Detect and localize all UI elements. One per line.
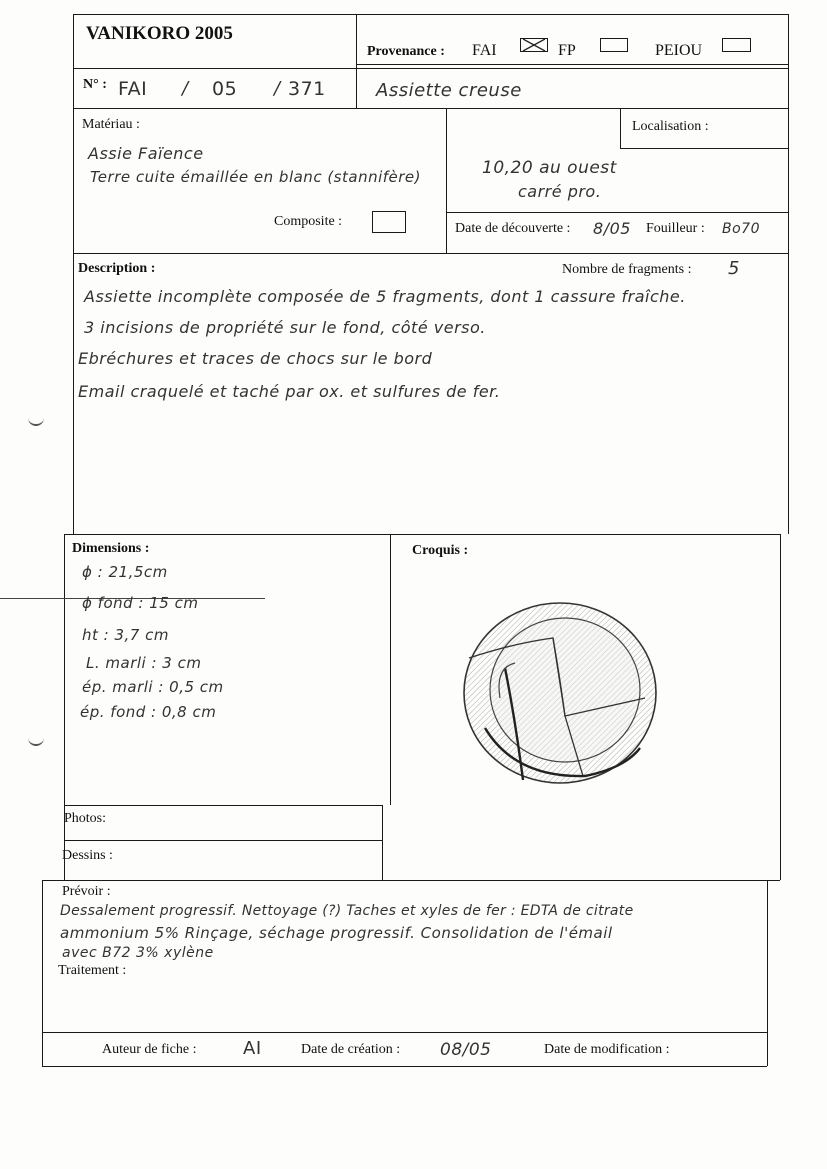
localisation-line-1: 10,20 au ouest	[482, 158, 617, 178]
fouilleur-value: Bo70	[722, 221, 760, 237]
frame-right-lower	[767, 880, 768, 1066]
fragments-label: Nombre de fragments :	[562, 262, 692, 277]
dimension-fond-thickness: ép. fond : 0,8 cm	[80, 703, 217, 721]
frame-left-upper	[73, 14, 74, 534]
rule-top	[73, 14, 789, 15]
description-line-4: Email craquelé et taché par ox. et sulfures de fer.	[78, 382, 501, 401]
fragments-value: 5	[728, 258, 740, 279]
check-mark-icon	[521, 39, 547, 51]
number-sep-1: /	[182, 78, 189, 99]
number-num: 371	[288, 78, 326, 100]
rule-traitement-bottom	[42, 1032, 767, 1033]
materiau-line-2: Terre cuite émaillée en blanc (stannifère)	[90, 168, 422, 186]
prevoir-label: Prévoir :	[62, 884, 111, 899]
frame-right-middle	[780, 534, 781, 880]
prevoir-line-2: ammonium 5% Rinçage, séchage progressif. Consolidation de l'émail	[60, 924, 613, 942]
provenance-label: Provenance :	[367, 44, 445, 59]
dimension-diameter: ϕ : 21,5cm	[82, 563, 168, 581]
checkbox-fp[interactable]	[600, 38, 628, 52]
auteur-label: Auteur de fiche :	[102, 1042, 197, 1057]
localisation-line-2: carré pro.	[518, 182, 602, 201]
object-name: Assiette creuse	[376, 80, 522, 101]
frame-left-lower	[64, 534, 65, 880]
rule-footer-bottom	[42, 1066, 767, 1067]
dimension-height: ht : 3,7 cm	[82, 626, 169, 644]
localisation-label: Localisation :	[632, 119, 709, 134]
dessins-label: Dessins :	[62, 848, 113, 863]
croquis-label: Croquis :	[412, 543, 469, 558]
description-line-2: 3 incisions de propriété sur le fond, côté verso.	[84, 318, 486, 337]
materiau-line-1: Assie Faïence	[88, 144, 204, 163]
divider-header	[356, 14, 357, 108]
plate-sketch	[455, 598, 675, 798]
number-sep-2: /	[274, 78, 281, 99]
rule-localisation	[620, 148, 788, 149]
fouilleur-label: Fouilleur :	[646, 221, 705, 236]
date-decouverte-value: 8/05	[593, 219, 631, 238]
number-year: 05	[212, 78, 238, 100]
number-prefix: FAI	[118, 78, 148, 100]
punch-hole-mark	[28, 728, 44, 746]
rule-description-bottom	[64, 534, 780, 535]
auteur-value: AI	[243, 1038, 262, 1059]
dimension-fond-diameter: ϕ fond : 15 cm	[82, 594, 199, 612]
rule-photos-bottom	[64, 840, 382, 841]
divider-croquis	[390, 534, 391, 805]
composite-checkbox[interactable]	[372, 211, 406, 233]
option-fai-label: FAI	[472, 42, 497, 59]
date-creation-value: 08/05	[440, 1040, 492, 1060]
number-label: N° :	[83, 77, 107, 92]
rule-header	[73, 68, 789, 69]
date-modification-label: Date de modification :	[544, 1042, 670, 1057]
form-title: VANIKORO 2005	[86, 23, 233, 44]
rule-materiau-bottom	[73, 253, 789, 254]
prevoir-line-1: Dessalement progressif. Nettoyage (?) Taches et xyles de fer : EDTA de citrate	[60, 903, 634, 919]
description-line-1: Assiette incomplète composée de 5 fragments, dont 1 cassure fraîche.	[84, 287, 686, 306]
divider-localisation	[620, 108, 621, 148]
rule-decouverte-top	[446, 212, 788, 213]
materiau-label: Matériau :	[82, 117, 140, 132]
description-label: Description :	[78, 261, 156, 276]
option-fp-label: FP	[558, 42, 576, 59]
checkbox-peiou[interactable]	[722, 38, 751, 52]
composite-label: Composite :	[274, 214, 343, 229]
punch-hole-mark	[28, 408, 44, 426]
date-creation-label: Date de création :	[301, 1042, 401, 1057]
rule-dimensions-bottom	[64, 805, 382, 806]
frame-left-footer	[42, 880, 43, 1066]
divider-photos	[382, 805, 383, 880]
option-peiou-label: PEIOU	[655, 42, 703, 59]
dimension-marli-length: L. marli : 3 cm	[86, 654, 202, 672]
date-decouverte-label: Date de découverte :	[455, 221, 571, 236]
checkbox-fai[interactable]	[520, 38, 548, 52]
description-line-3: Ebréchures et traces de chocs sur le bord	[78, 349, 433, 368]
rule-number	[73, 108, 789, 109]
traitement-label: Traitement :	[58, 963, 127, 978]
dimensions-label: Dimensions :	[72, 541, 150, 556]
rule-provenance-top	[356, 64, 789, 65]
rule-dessins-bottom	[42, 880, 780, 881]
prevoir-line-3: avec B72 3% xylène	[62, 945, 214, 961]
dimension-marli-thickness: ép. marli : 0,5 cm	[82, 678, 224, 696]
frame-right-upper	[788, 14, 789, 534]
photos-label: Photos:	[64, 811, 107, 826]
divider-materiau	[446, 108, 447, 253]
